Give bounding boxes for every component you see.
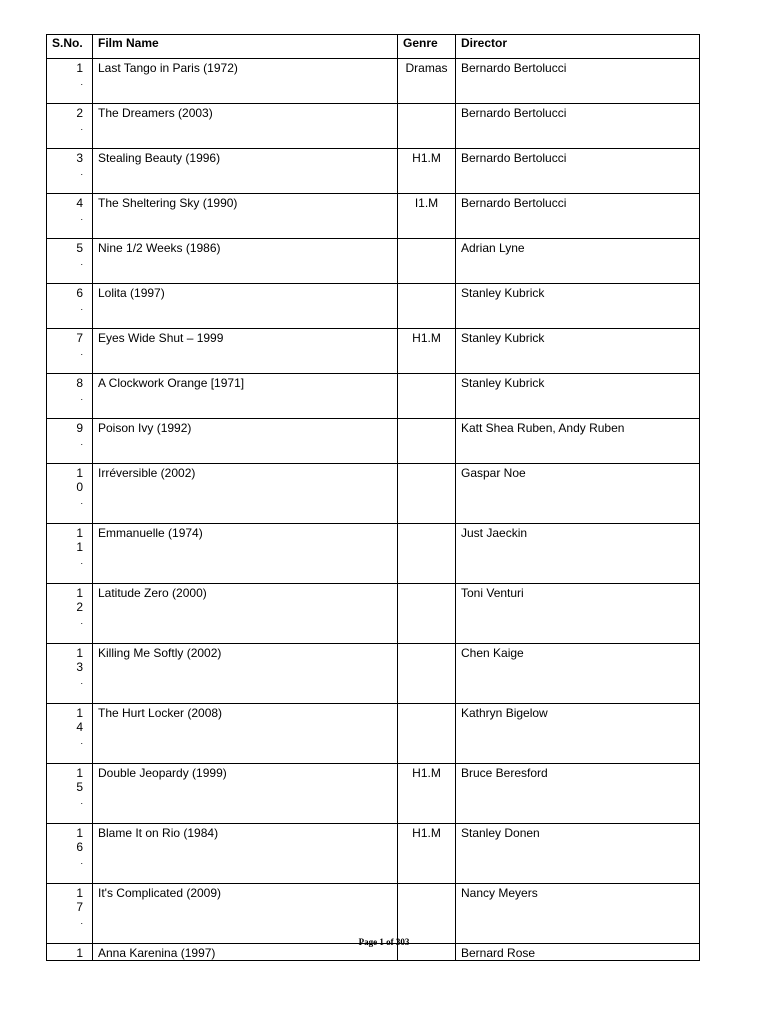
sno-digit: 1	[76, 946, 83, 960]
cell-film-name: Irréversible (2002)	[93, 464, 398, 524]
header-film-name: Film Name	[93, 35, 398, 59]
table-row	[47, 59, 700, 104]
table-row	[47, 764, 700, 824]
header-sno: S.No.	[47, 35, 93, 59]
cell-film-name: Last Tango in Paris (1972)	[93, 59, 398, 104]
sno-digit: 1	[76, 526, 83, 540]
sno-digit: 1	[76, 826, 83, 840]
header-director: Director	[456, 35, 700, 59]
table-row	[47, 149, 700, 194]
sno-digit: 1	[76, 466, 83, 480]
sno-digit: 6	[76, 840, 83, 854]
sno-digit: 4	[76, 196, 83, 210]
sno-dot: .	[80, 77, 83, 87]
cell-director: Stanley Kubrick	[456, 329, 700, 374]
sno-dot: .	[80, 916, 83, 926]
sno-digit: 5	[76, 780, 83, 794]
cell-sno	[47, 284, 93, 329]
table-row	[47, 464, 700, 524]
cell-film-name: The Dreamers (2003)	[93, 104, 398, 149]
cell-sno	[47, 704, 93, 764]
sno-digit: 2	[76, 600, 83, 614]
table-row	[47, 194, 700, 239]
cell-director: Toni Venturi	[456, 584, 700, 644]
table-row	[47, 374, 700, 419]
sno-dot: .	[80, 616, 83, 626]
cell-sno	[47, 104, 93, 149]
table-header-row	[47, 35, 700, 59]
cell-sno	[47, 59, 93, 104]
sno-digit: 1	[76, 586, 83, 600]
cell-sno	[47, 524, 93, 584]
sno-dot: .	[80, 302, 83, 312]
sno-dot: .	[80, 736, 83, 746]
sno-digit: 3	[76, 660, 83, 674]
cell-genre: H1.M	[398, 764, 456, 824]
sno-dot: .	[80, 167, 83, 177]
cell-director: Gaspar Noe	[456, 464, 700, 524]
cell-genre	[398, 419, 456, 464]
cell-genre	[398, 584, 456, 644]
sno-digit: 0	[76, 480, 83, 494]
cell-director: Just Jaeckin	[456, 524, 700, 584]
cell-genre: I1.M	[398, 194, 456, 239]
cell-film-name: Blame It on Rio (1984)	[93, 824, 398, 884]
cell-genre	[398, 374, 456, 419]
page-footer: Page 1 of 303	[358, 937, 410, 947]
cell-genre	[398, 524, 456, 584]
cell-film-name: Emmanuelle (1974)	[93, 524, 398, 584]
cell-genre	[398, 104, 456, 149]
header-genre: Genre	[398, 35, 456, 59]
sno-digit: 3	[76, 151, 83, 165]
cell-film-name: Lolita (1997)	[93, 284, 398, 329]
cell-director: Bernard Rose	[456, 944, 700, 961]
cell-director: Bruce Beresford	[456, 764, 700, 824]
cell-sno	[47, 194, 93, 239]
cell-film-name: Latitude Zero (2000)	[93, 584, 398, 644]
sno-digit: 5	[76, 241, 83, 255]
sno-digit: 1	[76, 646, 83, 660]
sno-dot: .	[80, 676, 83, 686]
table-row	[47, 884, 700, 944]
cell-director: Nancy Meyers	[456, 884, 700, 944]
cell-director: Katt Shea Ruben, Andy Ruben	[456, 419, 700, 464]
cell-film-name: Eyes Wide Shut – 1999	[93, 329, 398, 374]
cell-director: Bernardo Bertolucci	[456, 104, 700, 149]
sno-dot: .	[80, 122, 83, 132]
table-row	[47, 644, 700, 704]
cell-sno	[47, 149, 93, 194]
cell-sno	[47, 824, 93, 884]
cell-director: Stanley Donen	[456, 824, 700, 884]
sno-digit: 1	[76, 766, 83, 780]
table-row	[47, 824, 700, 884]
cell-genre	[398, 704, 456, 764]
sno-digit: 6	[76, 286, 83, 300]
sno-digit: 9	[76, 421, 83, 435]
cell-director: Bernardo Bertolucci	[456, 59, 700, 104]
cell-sno	[47, 374, 93, 419]
cell-film-name: Stealing Beauty (1996)	[93, 149, 398, 194]
cell-film-name: Killing Me Softly (2002)	[93, 644, 398, 704]
cell-sno	[47, 329, 93, 374]
sno-dot: .	[80, 212, 83, 222]
cell-genre	[398, 464, 456, 524]
cell-director: Bernardo Bertolucci	[456, 194, 700, 239]
cell-sno	[47, 464, 93, 524]
sno-digit: 1	[76, 706, 83, 720]
cell-genre: H1.M	[398, 149, 456, 194]
cell-sno	[47, 884, 93, 944]
sno-digit: 1	[76, 61, 83, 75]
sno-dot: .	[80, 392, 83, 402]
cell-film-name: A Clockwork Orange [1971]	[93, 374, 398, 419]
cell-director: Stanley Kubrick	[456, 284, 700, 329]
table-row	[47, 704, 700, 764]
cell-film-name: The Hurt Locker (2008)	[93, 704, 398, 764]
cell-film-name: The Sheltering Sky (1990)	[93, 194, 398, 239]
sno-digit: 8	[76, 376, 83, 390]
sno-dot: .	[80, 496, 83, 506]
sno-digit: 1	[76, 886, 83, 900]
cell-film-name: It's Complicated (2009)	[93, 884, 398, 944]
cell-genre	[398, 644, 456, 704]
sno-dot: .	[80, 347, 83, 357]
cell-genre	[398, 884, 456, 944]
cell-film-name: Anna Karenina (1997)	[93, 944, 398, 961]
table-row	[47, 284, 700, 329]
cell-director: Chen Kaige	[456, 644, 700, 704]
table-row	[47, 104, 700, 149]
cell-genre: Dramas	[398, 59, 456, 104]
cell-genre: H1.M	[398, 824, 456, 884]
table-row	[47, 419, 700, 464]
table-row	[47, 329, 700, 374]
cell-director: Kathryn Bigelow	[456, 704, 700, 764]
table-body	[47, 59, 700, 961]
cell-sno	[47, 644, 93, 704]
cell-film-name: Double Jeopardy (1999)	[93, 764, 398, 824]
cell-genre	[398, 284, 456, 329]
cell-director: Adrian Lyne	[456, 239, 700, 284]
cell-sno	[47, 764, 93, 824]
cell-film-name: Nine 1/2 Weeks (1986)	[93, 239, 398, 284]
sno-dot: .	[80, 796, 83, 806]
table-row	[47, 584, 700, 644]
sno-digit: 7	[76, 900, 83, 914]
table-row	[47, 524, 700, 584]
cell-director: Stanley Kubrick	[456, 374, 700, 419]
cell-sno	[47, 584, 93, 644]
cell-sno	[47, 419, 93, 464]
sno-digit: 2	[76, 106, 83, 120]
sno-dot: .	[80, 257, 83, 267]
sno-dot: .	[80, 437, 83, 447]
cell-genre	[398, 239, 456, 284]
sno-digit: 1	[76, 540, 83, 554]
sno-dot: .	[80, 556, 83, 566]
cell-sno	[47, 239, 93, 284]
sno-dot: .	[80, 856, 83, 866]
sno-digit: 7	[76, 331, 83, 345]
sno-digit: 4	[76, 720, 83, 734]
cell-genre: H1.M	[398, 329, 456, 374]
film-table	[46, 34, 700, 961]
table-row	[47, 239, 700, 284]
cell-film-name: Poison Ivy (1992)	[93, 419, 398, 464]
cell-director: Bernardo Bertolucci	[456, 149, 700, 194]
